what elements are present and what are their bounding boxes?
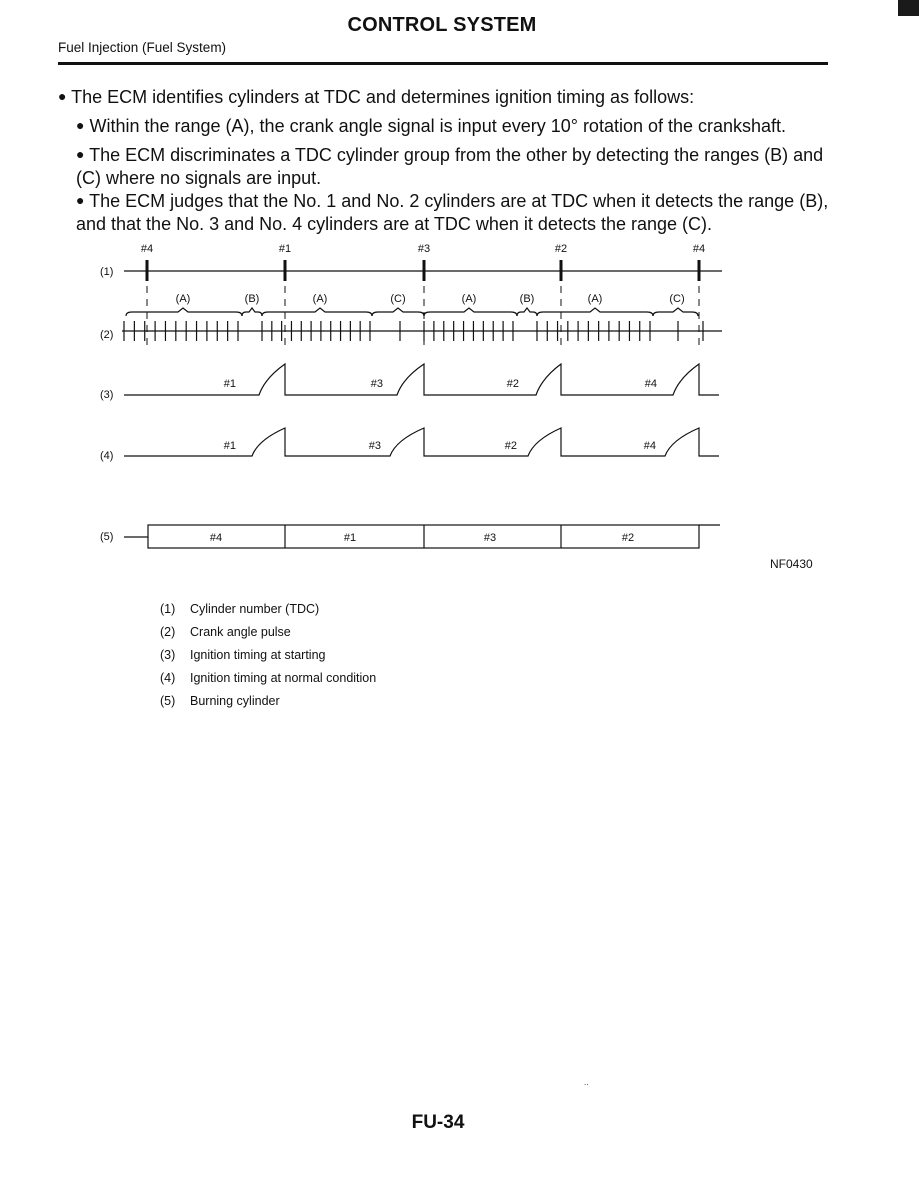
range-label: (B) xyxy=(519,293,535,305)
legend-text: Burning cylinder xyxy=(190,694,280,708)
legend-item xyxy=(160,621,376,644)
tdc-label: #4 xyxy=(140,243,154,255)
range-brace xyxy=(372,308,424,316)
range-brace xyxy=(424,308,517,316)
figure-code: NF0430 xyxy=(770,557,813,571)
ignition-normal-label: #1 xyxy=(223,440,236,452)
range-brace xyxy=(262,308,372,316)
bullet-dot-icon: ● xyxy=(76,192,85,208)
legend-num: (5) xyxy=(160,694,176,708)
range-brace xyxy=(517,308,537,316)
range-brace xyxy=(653,308,698,316)
sub-bullet xyxy=(76,190,836,235)
row-label: (2) xyxy=(100,329,114,341)
timing-diagram xyxy=(0,230,919,560)
range-label: (A) xyxy=(587,293,603,305)
ignition-start-label: #2 xyxy=(506,378,519,390)
bullet-dot-icon: ● xyxy=(76,117,85,133)
legend-item xyxy=(160,690,376,713)
sub-bullet xyxy=(76,144,836,189)
sub-bullet xyxy=(76,115,786,138)
range-label: (A) xyxy=(175,293,191,305)
ignition-normal-label: #2 xyxy=(504,440,517,452)
legend-num: (1) xyxy=(160,602,176,616)
row-label: (5) xyxy=(100,531,114,543)
legend-text: Ignition timing at normal condition xyxy=(190,671,377,685)
tdc-label: #1 xyxy=(278,243,292,255)
ignition-start-label: #1 xyxy=(223,378,236,390)
sub-bullet-text: Within the range (A), the crank angle signal is input every 10° rotation of the crankshaft. xyxy=(89,116,787,136)
header-rule xyxy=(58,62,828,65)
tdc-label: #4 xyxy=(692,243,706,255)
page-title: CONTROL SYSTEM xyxy=(347,14,537,36)
row-label: (3) xyxy=(100,389,114,401)
section-subtitle: Fuel Injection (Fuel System) xyxy=(58,40,227,55)
range-label: (A) xyxy=(312,293,328,305)
bullet-main-text: The ECM identifies cylinders at TDC and determines ignition timing as follows: xyxy=(71,87,695,107)
page-number: FU-34 xyxy=(411,1112,465,1133)
range-label: (C) xyxy=(669,293,685,305)
range-label: (B) xyxy=(244,293,260,305)
range-brace xyxy=(537,308,653,316)
legend-item xyxy=(160,598,376,621)
ignition-start-waveform xyxy=(124,364,719,395)
sub-bullet-text: The ECM judges that the No. 1 and No. 2 cylinders are at TDC when it detects the range (B), and that the No. 3 and No. 4 cylinders are at TDC when it detects the range (C). xyxy=(76,191,829,234)
burning-cylinder-label: #2 xyxy=(621,532,635,544)
ignition-normal-label: #3 xyxy=(368,440,381,452)
range-brace xyxy=(242,308,262,316)
ignition-start-label: #3 xyxy=(370,378,383,390)
tdc-label: #3 xyxy=(417,243,431,255)
ignition-start-label: #4 xyxy=(644,378,657,390)
legend-text: Cylinder number (TDC) xyxy=(190,602,320,616)
legend-item xyxy=(160,667,376,690)
legend-num: (3) xyxy=(160,648,176,662)
row-label: (4) xyxy=(100,450,114,462)
range-brace xyxy=(126,308,242,316)
legend-num: (4) xyxy=(160,671,176,685)
sub-bullet-text: The ECM discriminates a TDC cylinder group from the other by detecting the ranges (B) and (C) where no signals are input. xyxy=(76,145,824,188)
bullet-main xyxy=(58,86,694,109)
legend-item xyxy=(160,644,376,667)
legend-text: Ignition timing at starting xyxy=(190,648,326,662)
legend xyxy=(160,598,376,713)
burning-cylinder-label: #1 xyxy=(343,532,357,544)
legend-text: Crank angle pulse xyxy=(190,625,291,639)
bullet-dot-icon: ● xyxy=(58,88,67,104)
speck-mark: .. xyxy=(584,1078,589,1087)
ignition-normal-waveform xyxy=(124,428,719,456)
bullet-dot-icon: ● xyxy=(76,146,85,162)
ignition-normal-label: #4 xyxy=(643,440,656,452)
burning-cylinder-label: #3 xyxy=(483,532,497,544)
range-label: (A) xyxy=(461,293,477,305)
legend-num: (2) xyxy=(160,625,176,639)
range-label: (C) xyxy=(390,293,406,305)
row-label: (1) xyxy=(100,266,114,278)
corner-mark xyxy=(898,0,919,16)
tdc-label: #2 xyxy=(554,243,568,255)
burning-cylinder-label: #4 xyxy=(209,532,223,544)
